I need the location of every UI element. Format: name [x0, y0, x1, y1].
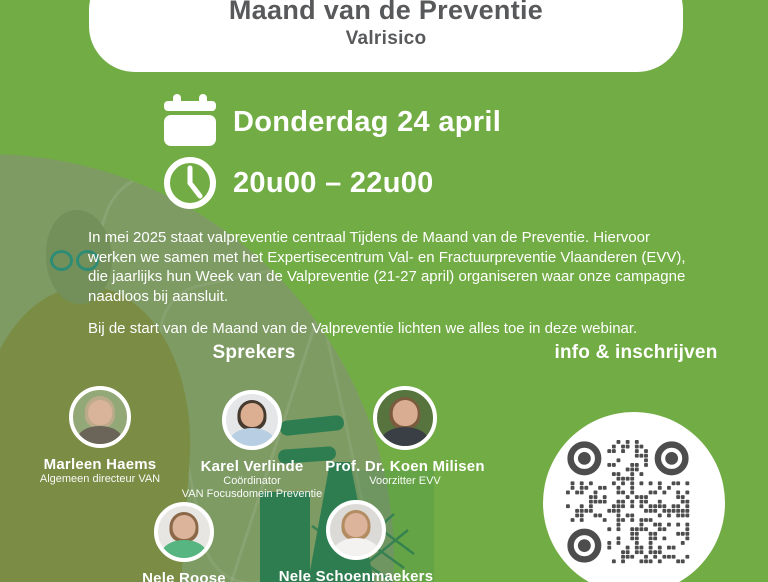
- event-time-row: [163, 155, 434, 211]
- info-heading: info & inschrijven: [554, 342, 718, 363]
- speaker-name: Marleen Haems: [43, 456, 157, 473]
- page-subtitle: Valrisico: [345, 28, 427, 49]
- event-date: Donderdag 24 april: [233, 105, 502, 138]
- speakers-heading: Sprekers: [212, 342, 296, 363]
- speaker-name: Prof. Dr. Koen Milisen: [325, 458, 485, 475]
- speaker-photo: [154, 502, 214, 562]
- description-paragraph: Bij de start van de Maand van de Valpreventie lichten we alles toe in deze webinar.: [88, 320, 638, 337]
- qr-code-panel: [543, 412, 725, 582]
- page-title: Maand van de Preventie: [228, 0, 544, 25]
- speaker-role: VAN Focusdomein Preventie: [181, 488, 323, 500]
- speaker-card: [96, 502, 272, 582]
- speaker-name: Nele Roose: [142, 570, 226, 582]
- calendar-icon: [163, 94, 217, 150]
- clock-icon: [163, 155, 217, 211]
- title-banner: [89, 0, 683, 72]
- speaker-photo: [69, 386, 131, 448]
- speaker-card: [266, 500, 446, 582]
- qr-code: [566, 440, 690, 564]
- speaker-name: Karel Verlinde: [200, 458, 304, 475]
- event-date-row: [163, 94, 501, 150]
- speaker-role: Voorzitter EVV: [369, 475, 441, 487]
- event-time: 20u00 – 22u00: [233, 166, 434, 199]
- speaker-role: Coördinator: [223, 475, 281, 487]
- speaker-card: [315, 386, 495, 488]
- event-description: [88, 228, 702, 339]
- speaker-role: Algemeen directeur VAN: [39, 473, 161, 485]
- speaker-photo: [326, 500, 386, 560]
- speaker-photo: [222, 390, 282, 450]
- speaker-photo: [373, 386, 437, 450]
- speaker-name: Nele Schoenmaekers: [278, 568, 434, 582]
- description-paragraph: In mei 2025 staat valpreventie centraal Tijdens de Maand van de Preventie. Hiervoor werken we samen met het Expertisecentrum Val- en Fractuurpreventie Vlaanderen (EVV), die jaarlijks hun Week van de Valpreventie (21-27 april) organiseren waar onze campagne naadloos bij aansluit.: [88, 229, 686, 305]
